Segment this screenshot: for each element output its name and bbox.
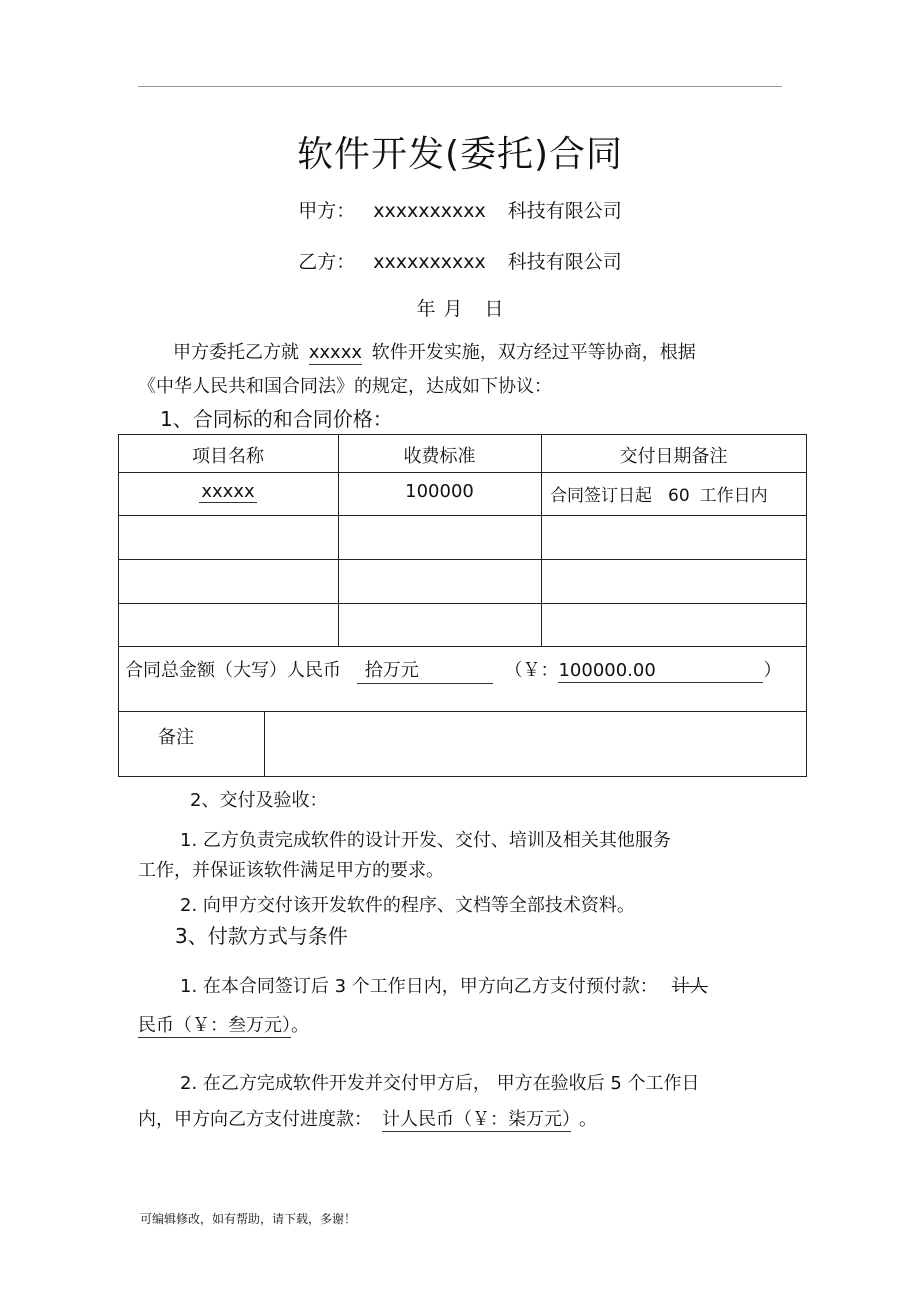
intro-prefix: 甲方委托乙方就 bbox=[173, 342, 299, 363]
header-project-name: 项目名称 bbox=[192, 446, 264, 467]
section-3-item-1-amount: 民币（￥：叁万元）。 bbox=[138, 1015, 309, 1036]
intro-project-name: xxxxx bbox=[308, 342, 362, 363]
total-amount-number: 100000.00 bbox=[558, 660, 763, 683]
section-2-item-1: 1. 乙方负责完成软件的设计开发、交付、培训及相关其他服务 bbox=[180, 830, 671, 851]
row1-project-name: xxxxx bbox=[201, 481, 255, 502]
footer-note: 可编辑修改，如有帮助，请下载，多谢！ bbox=[140, 1212, 357, 1226]
section-1-heading: 1、合同标的和合同价格： bbox=[160, 407, 393, 431]
section-3-heading: 3、付款方式与条件 bbox=[175, 924, 348, 948]
party-b-label: 乙方： bbox=[298, 251, 356, 273]
total-amount-cn: 拾万元 bbox=[357, 656, 493, 684]
header-fee-standard: 收费标准 bbox=[403, 446, 476, 467]
intro-line-1 bbox=[173, 338, 696, 364]
price-table bbox=[118, 434, 807, 777]
table-row bbox=[118, 481, 338, 502]
party-b-line bbox=[0, 247, 920, 274]
intro-suffix: 软件开发实施，双方经过平等协商，根据 bbox=[371, 342, 696, 363]
section-2-item-2: 2. 向甲方交付该开发软件的程序、文档等全部技术资料。 bbox=[180, 895, 635, 916]
section-3-item-1: 1. 在本合同签订后 3 个工作日内，甲方向乙方支付预付款： 计人 bbox=[180, 976, 708, 997]
party-b-code: xxxxxxxxxx bbox=[373, 251, 486, 273]
section-2-item-1-cont: 工作，并保证该软件满足甲方的要求。 bbox=[138, 860, 444, 881]
date-day: 日 bbox=[484, 298, 504, 320]
date-month: 月 bbox=[443, 298, 463, 320]
contract-title: 软件开发(委托)合同 bbox=[296, 134, 624, 175]
party-a-line bbox=[0, 196, 920, 223]
party-a-code: xxxxxxxxxx bbox=[373, 200, 486, 222]
section-3-item-2-cont: 内，甲方向乙方支付进度款： 计人民币（￥：柒万元） 。 bbox=[138, 1109, 597, 1130]
date-year: 年 bbox=[416, 298, 436, 320]
party-a-company: 科技有限公司 bbox=[507, 200, 622, 222]
total-amount-row: 合同总金额（大写）人民币 拾万元 （￥：100000.00 ） bbox=[125, 656, 781, 684]
section-2-heading: 2、交付及验收： bbox=[190, 790, 328, 811]
header-rule bbox=[138, 86, 782, 87]
party-b-company: 科技有限公司 bbox=[507, 251, 622, 273]
row1-fee: 100000 bbox=[405, 481, 474, 502]
section-3-item-2: 2. 在乙方完成软件开发并交付甲方后， 甲方在验收后 5 个工作日 bbox=[180, 1073, 700, 1094]
date-line bbox=[0, 294, 920, 321]
total-label: 合同总金额（大写）人民币 bbox=[125, 660, 341, 681]
intro-line-2: 《中华人民共和国合同法》的规定，达成如下协议： bbox=[138, 376, 552, 397]
row1-delivery: 合同签订日起 60 工作日内 bbox=[550, 486, 768, 506]
header-delivery-date: 交付日期备注 bbox=[619, 446, 728, 467]
remark-label: 备注 bbox=[158, 727, 194, 748]
party-a-label: 甲方： bbox=[298, 200, 356, 222]
